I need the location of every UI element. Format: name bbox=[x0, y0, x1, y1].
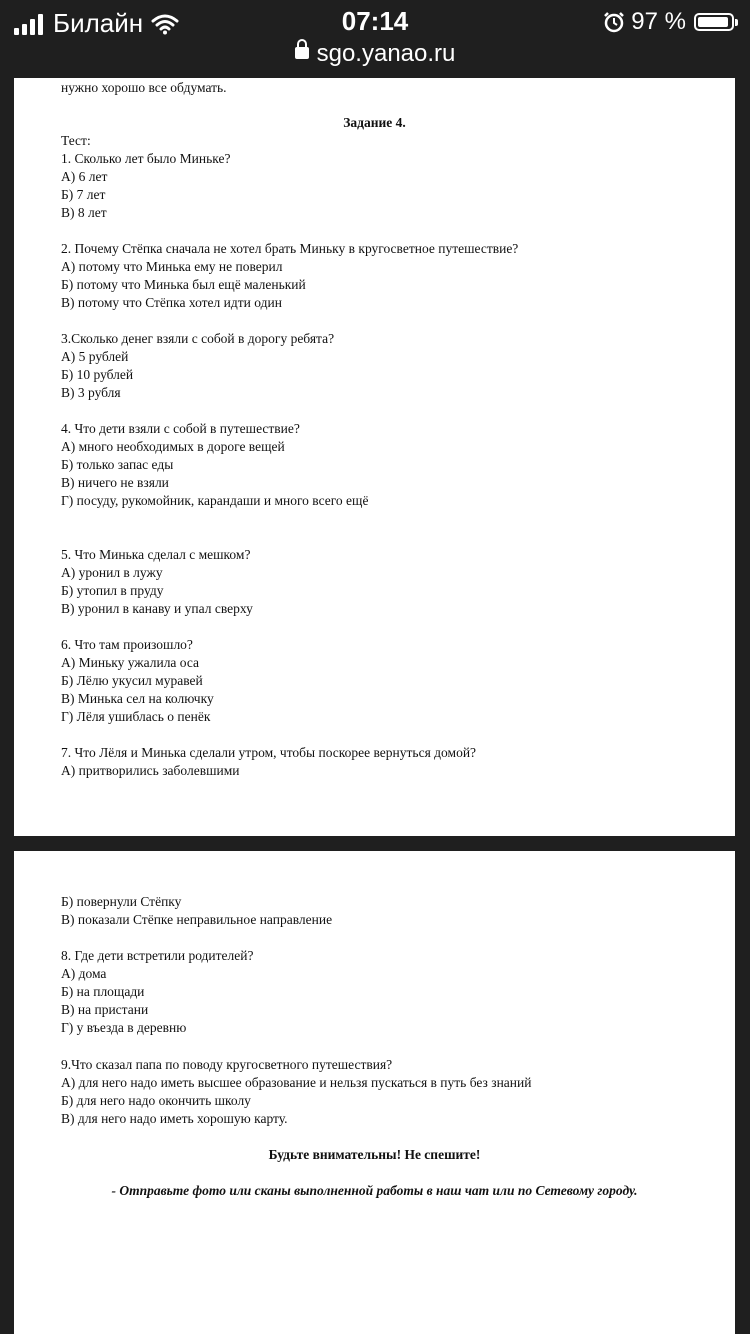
answer-6b: Б) Лёлю укусил муравей bbox=[61, 673, 203, 688]
question-4: 4. Что дети взяли с собой в путешествие? bbox=[61, 421, 300, 436]
answer-7c: В) показали Стёпке неправильное направление bbox=[61, 912, 333, 927]
answer-3b: Б) 10 рублей bbox=[61, 367, 134, 382]
answer-5c: В) уронил в канаву и упал сверху bbox=[61, 601, 253, 616]
answer-6d: Г) Лёля ушиблась о пенёк bbox=[61, 709, 211, 724]
answer-7a: А) притворились заболевшими bbox=[61, 763, 240, 778]
answer-1b: Б) 7 лет bbox=[61, 187, 106, 202]
question-8: 8. Где дети встретили родителей? bbox=[61, 948, 254, 963]
status-bar bbox=[0, 0, 750, 78]
question-7: 7. Что Лёля и Минька сделали утром, чтобы поскорее вернуться домой? bbox=[61, 745, 477, 760]
clock: 07:14 bbox=[341, 6, 409, 36]
status-right bbox=[603, 8, 734, 36]
document-page-2 bbox=[14, 851, 735, 1334]
task-title: Задание 4. bbox=[343, 115, 406, 130]
intro-text: нужно хорошо все обдумать. bbox=[61, 80, 227, 95]
answer-2b: Б) потому что Минька был ещё маленький bbox=[61, 277, 306, 292]
question-5: 5. Что Минька сделал с мешком? bbox=[61, 547, 251, 562]
answer-3a: А) 5 рублей bbox=[61, 349, 129, 364]
answer-4a: А) много необходимых в дороге вещей bbox=[61, 439, 285, 454]
alarm-icon bbox=[603, 11, 625, 33]
answer-2a: А) потому что Минька ему не поверил bbox=[61, 259, 283, 274]
carrier-label: Билайн bbox=[53, 8, 144, 38]
battery-icon bbox=[694, 13, 734, 31]
answer-1a: А) 6 лет bbox=[61, 169, 108, 184]
question-9: 9.Что сказал папа по поводу кругосветного путешествия? bbox=[61, 1057, 393, 1072]
answer-4d: Г) посуду, рукомойник, карандаши и много всего ещё bbox=[61, 493, 369, 508]
answer-6a: А) Миньку ужалила оса bbox=[61, 655, 200, 670]
answer-1c: В) 8 лет bbox=[61, 205, 107, 220]
answer-6c: В) Минька сел на колючку bbox=[61, 691, 214, 706]
answer-4c: В) ничего не взяли bbox=[61, 475, 169, 490]
answer-8a: А) дома bbox=[61, 966, 107, 981]
answer-9b: Б) для него надо окончить школу bbox=[61, 1093, 251, 1108]
answer-5a: А) уронил в лужу bbox=[61, 565, 163, 580]
answer-8c: В) на пристани bbox=[61, 1002, 149, 1017]
answer-8d: Г) у въезда в деревню bbox=[61, 1020, 187, 1035]
answer-2c: В) потому что Стёпка хотел идти один bbox=[61, 295, 282, 310]
answer-4b: Б) только запас еды bbox=[61, 457, 174, 472]
answer-5b: Б) утопил в пруду bbox=[61, 583, 164, 598]
url-text: sgo.yanao.ru bbox=[316, 40, 456, 67]
answer-7b: Б) повернули Стёпку bbox=[61, 894, 182, 909]
send-instruction: - Отправьте фото или сканы выполненной работы в наш чат или по Сетевому городу. bbox=[111, 1183, 638, 1198]
battery-percent: 97 % bbox=[631, 8, 686, 35]
question-6: 6. Что там произошло? bbox=[61, 637, 193, 652]
test-label: Тест: bbox=[61, 133, 91, 148]
question-1: 1. Сколько лет было Миньке? bbox=[61, 151, 231, 166]
question-3: 3.Сколько денег взяли с собой в дорогу ребята? bbox=[61, 331, 335, 346]
answer-3c: В) 3 рубля bbox=[61, 385, 121, 400]
question-2: 2. Почему Стёпка сначала не хотел брать Миньку в кругосветное путешествие? bbox=[61, 241, 519, 256]
answer-9a: А) для него надо иметь высшее образование и нельзя пускаться в путь без знаний bbox=[61, 1075, 532, 1090]
address-bar[interactable] bbox=[0, 40, 750, 68]
answer-9c: В) для него надо иметь хорошую карту. bbox=[61, 1111, 288, 1126]
document-page-1 bbox=[14, 78, 735, 836]
lock-icon bbox=[295, 47, 309, 59]
reminder-text: Будьте внимательны! Не спешите! bbox=[268, 1147, 481, 1162]
answer-8b: Б) на площади bbox=[61, 984, 145, 999]
